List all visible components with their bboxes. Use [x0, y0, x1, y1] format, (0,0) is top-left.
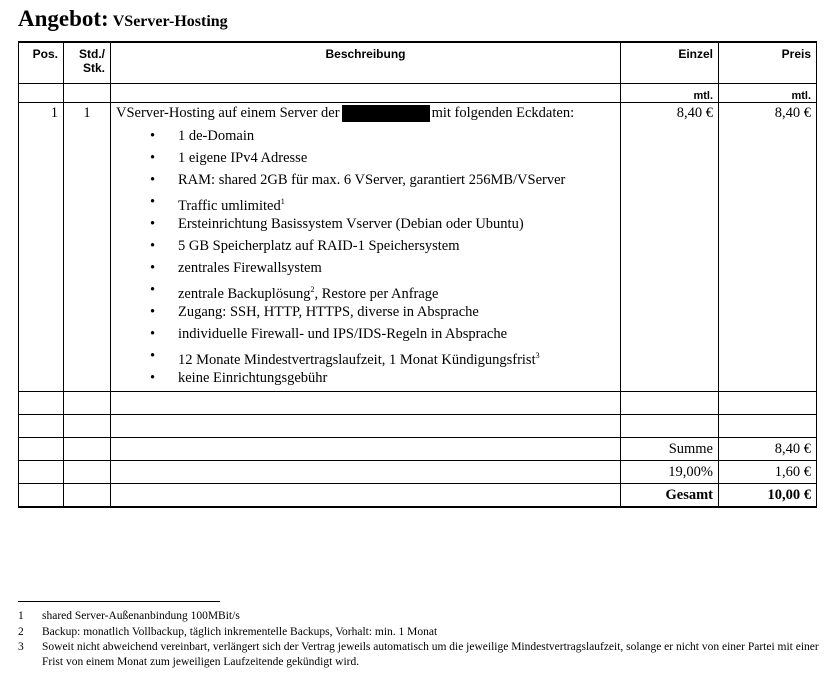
item-pos: 1 — [19, 103, 64, 392]
header-pos: Pos. — [19, 42, 64, 84]
header-price: Preis — [719, 42, 817, 84]
footnote-ref: 1 — [280, 197, 285, 207]
tax-value: 1,60 € — [719, 461, 817, 484]
list-item — [150, 301, 615, 323]
footnote — [18, 640, 822, 670]
feature-text: 1 eigene IPv4 Adresse — [178, 150, 308, 167]
table-row — [19, 103, 817, 392]
item-qty: 1 — [64, 103, 111, 392]
list-item — [150, 169, 615, 191]
sum-row — [19, 438, 817, 461]
feature-text: zentrales Firewallsystem — [178, 260, 322, 277]
unit-row — [19, 84, 817, 103]
feature-text: 5 GB Speicherplatz auf RAID-1 Speichersystem — [178, 238, 460, 255]
feature-text: individuelle Firewall- und IPS/IDS-Regeln in Absprache — [178, 326, 508, 343]
list-item — [150, 323, 615, 345]
footnote-ref: 3 — [535, 351, 540, 361]
list-item — [150, 213, 615, 235]
footnote-ref: 2 — [310, 285, 315, 295]
feature-text: zentrale Backuplösung — [178, 286, 311, 302]
footnote-text: shared Server-Außenanbindung 100MBit/s — [42, 610, 240, 622]
price-unit-label: mtl. — [719, 84, 817, 103]
feature-text: RAM: shared 2GB für max. 6 VServer, garantiert 256MB/VServer — [178, 172, 566, 189]
list-item — [150, 345, 615, 367]
tax-row — [19, 461, 817, 484]
footnote-number: 2 — [18, 626, 24, 638]
table-header — [19, 42, 817, 84]
title-sub: VServer-Hosting — [112, 13, 228, 30]
list-item — [150, 235, 615, 257]
item-price: 8,40 € — [719, 103, 817, 392]
title-main: Angebot: — [18, 6, 109, 31]
list-item — [150, 125, 615, 147]
empty-row — [19, 392, 817, 415]
unit-label: mtl. — [621, 84, 719, 103]
feature-text: Traffic umlimited — [178, 198, 281, 214]
intro-text: VServer-Hosting auf einem Server der — [116, 105, 340, 121]
feature-text-rest: , Restore per Anfrage — [314, 286, 439, 302]
sum-label: Summe — [621, 438, 719, 461]
footnote — [18, 625, 822, 640]
header-desc: Beschreibung — [111, 42, 621, 84]
footnote-text: Backup: monatlich Vollbackup, täglich inkrementelle Backups, Vorhalt: min. 1 Monat — [42, 626, 438, 638]
feature-text: Zugang: SSH, HTTP, HTTPS, diverse in Absprache — [178, 304, 479, 321]
footnote-number: 1 — [18, 610, 24, 622]
feature-text: Ersteinrichtung Basissystem Vserver (Debian oder Ubuntu) — [178, 216, 524, 233]
redacted-block — [342, 105, 430, 122]
list-item — [150, 147, 615, 169]
footnote-divider — [18, 601, 220, 602]
feature-text: 1 de-Domain — [178, 128, 255, 145]
footnote — [18, 609, 822, 624]
page-title — [18, 6, 228, 32]
list-item — [150, 279, 615, 301]
list-item — [150, 257, 615, 279]
sum-value: 8,40 € — [719, 438, 817, 461]
total-label: Gesamt — [621, 484, 719, 508]
header-unit: Einzel — [621, 42, 719, 84]
total-value: 10,00 € — [719, 484, 817, 508]
list-item — [150, 191, 615, 213]
feature-text: keine Einrichtungsgebühr — [178, 370, 328, 387]
item-unit-price: 8,40 € — [621, 103, 719, 392]
tax-label: 19,00% — [621, 461, 719, 484]
footnote-text: Soweit nicht abweichend vereinbart, verlängert sich der Vertrag jeweils automatisch um die jeweilige Mindestvertragslaufzeit, solange er nicht von einer Partei mit einer Frist von einem Monat zum jeweiligen Laufzeitende gekündigt wird. — [42, 641, 819, 668]
feature-list — [116, 125, 615, 389]
list-item — [150, 367, 615, 389]
header-qty: Std./ Stk. — [64, 42, 111, 84]
offer-table — [18, 41, 817, 508]
feature-text: 12 Monate Mindestvertragslaufzeit, 1 Monat Kündigungsfrist — [178, 352, 536, 368]
intro-text-end: mit folgenden Eckdaten: — [431, 105, 575, 121]
item-description — [111, 103, 621, 392]
footnote-number: 3 — [18, 641, 24, 653]
total-row — [19, 484, 817, 508]
empty-row — [19, 415, 817, 438]
